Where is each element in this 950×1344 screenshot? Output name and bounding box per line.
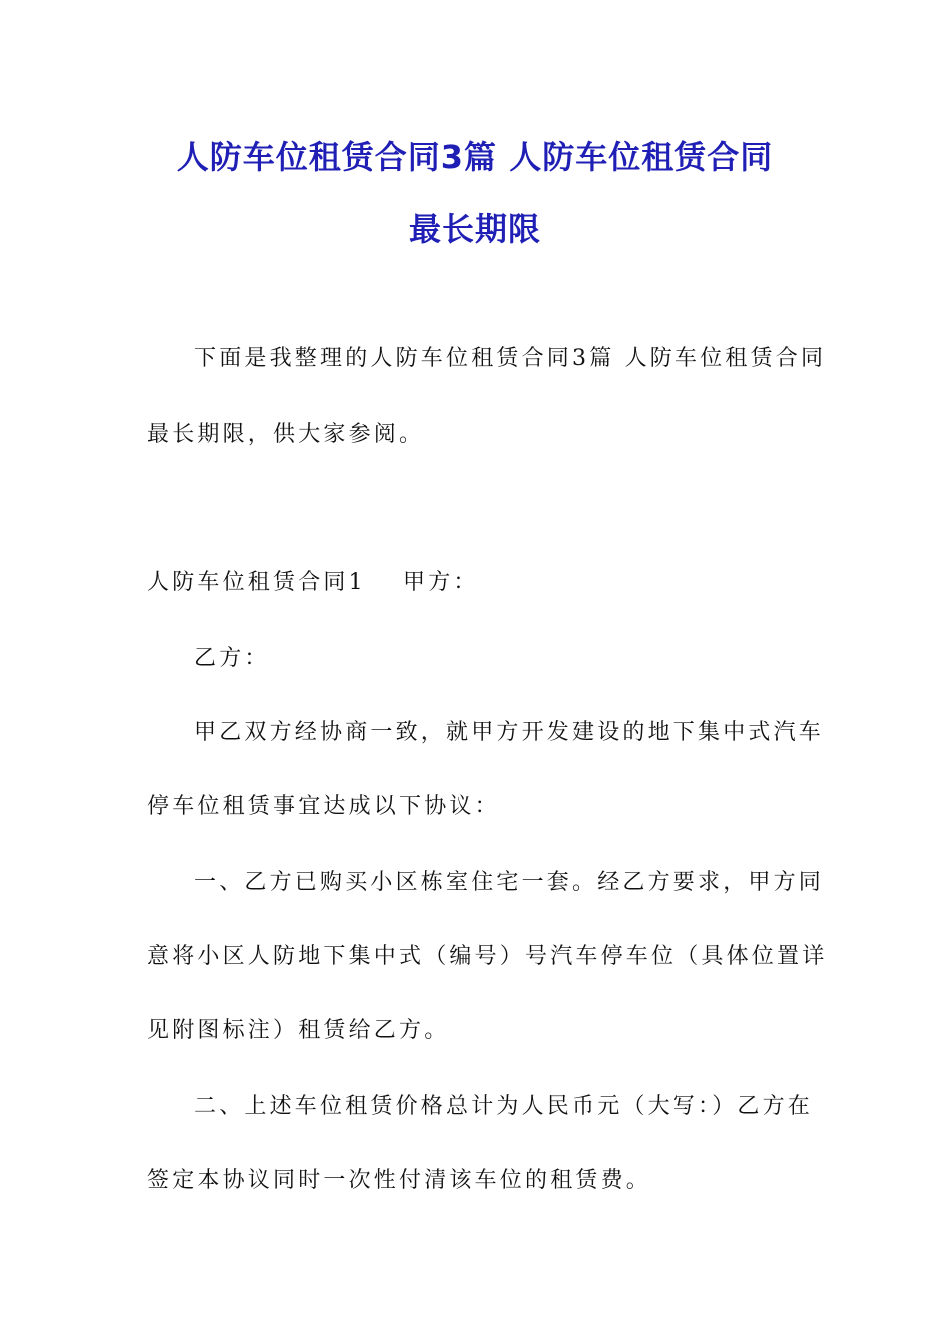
intro-line-2: 最长期限，供大家参阅。	[147, 422, 425, 447]
paragraph-3-line-1: 二、上述车位租赁价格总计为人民币元（大写：）乙方在	[194, 1094, 814, 1119]
section-heading: 人防车位租赁合同1	[147, 570, 366, 595]
paragraph-2-line-3: 见附图标注）租赁给乙方。	[147, 1018, 450, 1043]
document-title-line-1: 人防车位租赁合同3篇 人防车位租赁合同	[176, 138, 774, 176]
document-title-line-2: 最长期限	[408, 210, 541, 248]
paragraph-1-line-1: 甲乙双方经协商一致，就甲方开发建设的地下集中式汽车	[194, 720, 825, 745]
paragraph-1-line-2: 停车位租赁事宜达成以下协议：	[147, 794, 500, 819]
party-b-label: 乙方：	[194, 646, 270, 671]
intro-line-1: 下面是我整理的人防车位租赁合同3篇 人防车位租赁合同	[194, 346, 827, 371]
paragraph-3-line-2: 签定本协议同时一次性付清该车位的租赁费。	[147, 1168, 652, 1193]
party-a-label: 甲方：	[403, 570, 479, 595]
paragraph-2-line-1: 一、乙方已购买小区栋室住宅一套。经乙方要求，甲方同	[194, 870, 825, 895]
paragraph-2-line-2: 意将小区人防地下集中式（编号）号汽车停车位（具体位置详	[147, 944, 828, 969]
